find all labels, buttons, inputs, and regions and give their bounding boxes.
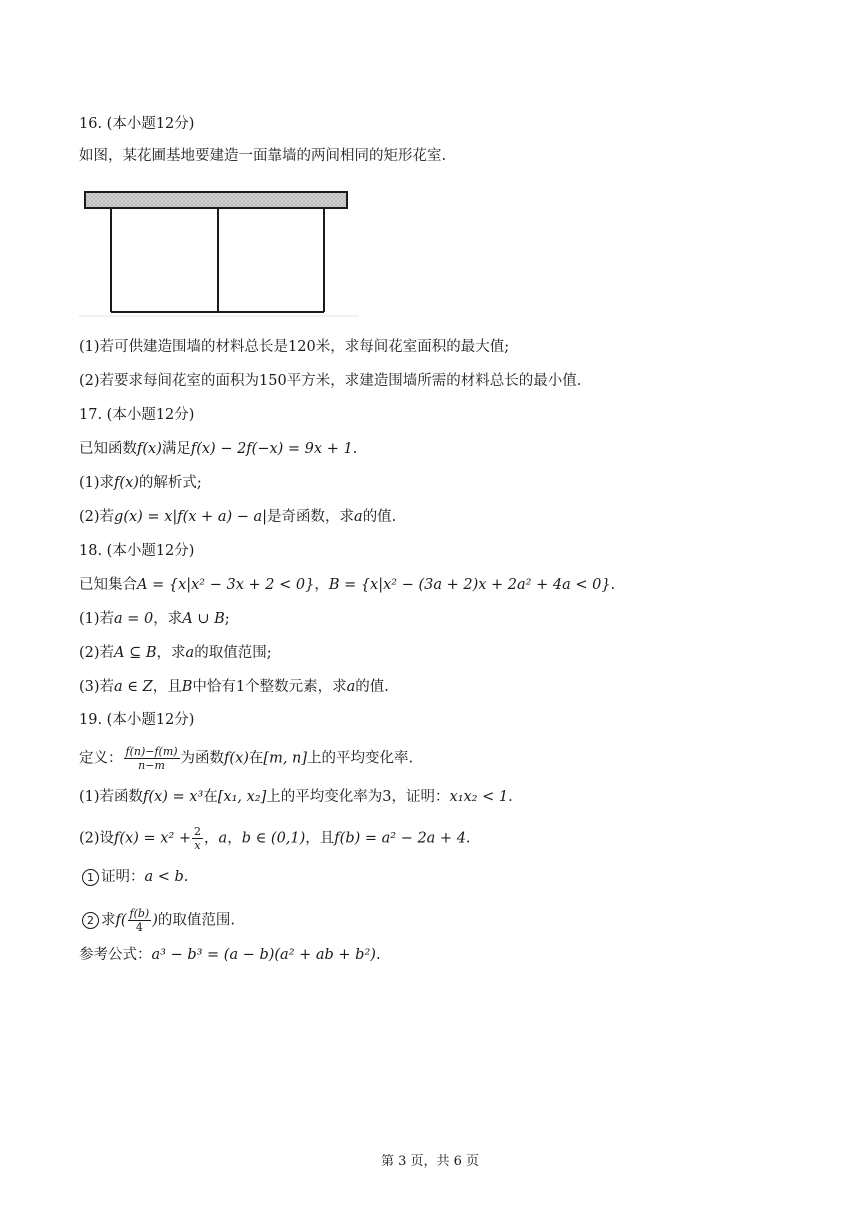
text: ， (204, 830, 219, 847)
fraction (128, 908, 152, 933)
math: B = {x|x² − (3a + 2)x + 2a² + 4a < 0} (328, 577, 611, 593)
text: 已知集合 (79, 577, 137, 593)
text: 在 (248, 750, 264, 767)
problem-17-intro: 已知函数f(x)满足f(x) − 2f(−x) = 9x + 1. (79, 441, 358, 457)
math: f( (115, 912, 127, 929)
math: f(x) − 2f(−x) = 9x + 1 (190, 441, 353, 457)
text: (2)若 (79, 645, 115, 661)
problem-19-definition (79, 746, 413, 771)
fraction (124, 746, 180, 771)
text: . (183, 869, 189, 885)
math: [x₁, x₂] (217, 789, 267, 805)
text: 的解析式; (138, 475, 202, 491)
math: a ∈ Z (114, 679, 153, 695)
math: a = 0 (114, 611, 154, 627)
text: 上的平均变化率. (307, 750, 414, 767)
problem-17-header: 17. (本小题12分) (79, 407, 195, 423)
text: . (375, 947, 381, 963)
problem-19-header: 19. (本小题12分) (79, 712, 195, 728)
numerator: f(b) (129, 907, 150, 920)
text: 是奇函数，求 (267, 509, 355, 525)
math: a (218, 830, 228, 847)
problem-18-intro: 已知集合A = {x|x² − 3x + 2 < 0}，B = {x|x² − (3a + 2)x + 2a² + 4a < 0}. (79, 577, 616, 593)
text: 证明： (101, 869, 145, 885)
numerator: 2 (194, 825, 202, 838)
math: a < b (144, 869, 184, 885)
math: f(b) = a² − 2a + 4 (334, 830, 466, 847)
text: 中恰有1个整数元素，求 (192, 679, 347, 695)
greenhouse-diagram (79, 188, 359, 318)
text: 求 (101, 912, 116, 929)
math: B (181, 679, 193, 695)
text: . (465, 830, 471, 847)
text: (1)求 (79, 475, 115, 491)
circled-number: 1 (82, 869, 99, 886)
text: 的值. (355, 679, 389, 695)
text: 为函数 (180, 750, 225, 767)
fraction (192, 826, 203, 851)
text: 的值. (362, 509, 397, 525)
math: f(x) = x³ (143, 789, 204, 805)
problem-16-q1: (1)若可供建造围墙的材料总长是120米，求每间花室面积的最大值; (79, 339, 510, 355)
problem-18-q3 (79, 678, 389, 696)
problem-19-q1 (79, 788, 513, 806)
problem-19-reference (79, 946, 381, 964)
denominator: 4 (135, 921, 143, 934)
circled-number: 2 (82, 912, 99, 929)
page-footer: 第 3 页，共 6 页 (380, 1154, 480, 1169)
text: 的取值范围; (194, 645, 272, 661)
text: 在 (203, 789, 218, 805)
math: b ∈ (0,1) (241, 830, 306, 847)
text: (1)若 (79, 611, 115, 627)
problem-18-q2 (79, 644, 272, 662)
text: ; (224, 611, 230, 627)
math: [m, n] (263, 750, 308, 767)
text: ，且 (152, 679, 182, 695)
math: f(x) (224, 750, 249, 767)
text: (1)若函数 (79, 789, 144, 805)
text: ，且 (305, 830, 335, 847)
text: 的取值范围. (157, 912, 236, 929)
problem-17-q1 (79, 474, 202, 492)
math: x₁x₂ < 1 (449, 789, 509, 805)
problem-18-header: 18. (本小题12分) (79, 543, 195, 559)
problem-19-sub1 (82, 868, 188, 886)
text: . (508, 789, 513, 805)
math: f(x) = x² + (114, 830, 192, 847)
text: 已知函数 (79, 441, 137, 457)
problem-18-q1 (79, 610, 230, 628)
text: ， (227, 830, 242, 847)
math: A ∪ B (182, 611, 225, 627)
wall-shape (85, 192, 347, 208)
text: ，求 (156, 645, 186, 661)
text: 定义： (79, 750, 123, 767)
text: (3)若 (79, 679, 115, 695)
math: a (185, 645, 195, 661)
denominator: x (194, 839, 201, 852)
math: a (354, 509, 363, 525)
problem-16-header: 16. (本小题12分) (79, 116, 195, 132)
math: A = {x|x² − 3x + 2 < 0} (137, 577, 315, 593)
text: (2)设 (79, 830, 115, 847)
problem-16-intro: 如图，某花圃基地要建造一面靠墙的两间相同的矩形花室. (79, 148, 447, 164)
text: 上的平均变化率为3，证明： (266, 789, 450, 805)
math: A ⊆ B (114, 645, 157, 661)
problem-16-q2: (2)若要求每间花室的面积为150平方米，求建造围墙所需的材料总长的最小值. (79, 373, 582, 389)
problem-19-sub2 (82, 908, 235, 933)
text: ，求 (153, 611, 183, 627)
denominator: n−m (138, 759, 165, 772)
math: f(x) (137, 441, 162, 457)
text: (2)若 (79, 509, 115, 525)
problem-17-q2 (79, 508, 396, 526)
text: ， (314, 577, 329, 593)
text: 参考公式： (79, 947, 152, 963)
math: g(x) = x|f(x + a) − a| (114, 509, 268, 525)
math: f(x) (114, 475, 139, 491)
numerator: f(n)−f(m) (125, 745, 178, 758)
math: a³ − b³ = (a − b)(a² + ab + b²) (151, 947, 376, 963)
problem-19-q2 (79, 826, 471, 851)
text: 满足 (161, 441, 191, 457)
math: ) (152, 912, 158, 929)
math: a (346, 679, 356, 695)
